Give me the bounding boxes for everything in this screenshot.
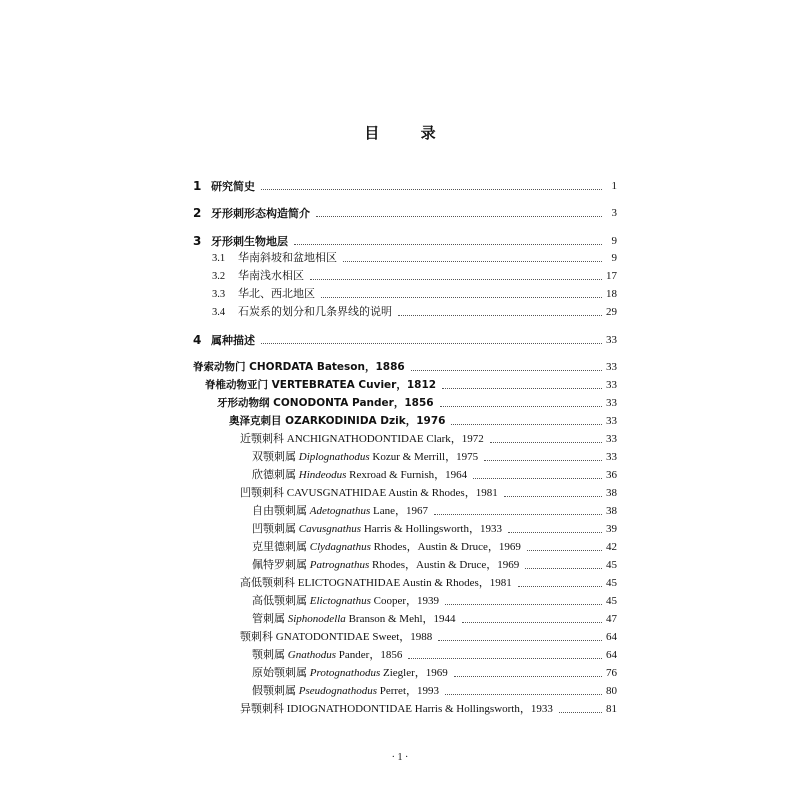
toc-entry-subphylum[interactable]	[205, 375, 617, 392]
entry-label: 属种描述	[211, 334, 255, 347]
genus-author: Ziegler，1969	[380, 667, 448, 679]
entry-page: 33	[606, 334, 617, 346]
dot-leader	[438, 639, 602, 641]
toc-entry-class[interactable]	[217, 393, 617, 410]
entry-label	[252, 523, 502, 536]
entry-number: 3	[193, 234, 202, 248]
genus-latin-name: Adetognathus	[309, 505, 371, 517]
genus-latin-name: Gnathodus	[287, 649, 337, 661]
toc-entry-genus[interactable]	[252, 465, 617, 482]
entry-page: 64	[606, 631, 617, 643]
toc-entry-genus[interactable]	[252, 645, 617, 662]
dot-leader	[440, 405, 602, 407]
entry-label: 华北、西北地区	[238, 288, 315, 300]
toc-entry-order[interactable]	[229, 411, 617, 428]
entry-label	[252, 469, 467, 482]
entry-label	[252, 613, 456, 626]
genus-chinese-name: 佩特罗刺属	[252, 559, 310, 571]
entry-label: 脊椎动物亚门 VERTEBRATEA Cuvier，1812	[205, 379, 437, 391]
entry-label: 牙形刺形态构造简介	[211, 207, 310, 220]
genus-author: Kozur & Merrill，1975	[369, 451, 479, 463]
entry-page: 42	[606, 541, 617, 553]
genus-latin-name: Siphonodella	[287, 613, 346, 625]
toc-entry-genus[interactable]	[252, 555, 617, 572]
toc-entry-genus[interactable]	[252, 591, 617, 608]
genus-latin-name: Cavusgnathus	[298, 523, 362, 535]
toc-entry-section[interactable]	[212, 248, 617, 265]
entry-label: 近颚刺科 ANCHIGNATHODONTIDAE Clark，1972	[240, 433, 484, 445]
entry-label: 研究简史	[211, 180, 255, 193]
genus-author: Branson & Mehl，1944	[345, 613, 456, 625]
entry-page: 33	[606, 415, 617, 427]
genus-latin-name: Diplognathodus	[298, 451, 370, 463]
genus-author: Rexroad & Furnish，1964	[346, 469, 468, 481]
entry-label: 牙形动物纲 CONODONTA Pander，1856	[217, 397, 434, 409]
toc-entry-genus[interactable]	[252, 681, 617, 698]
dot-leader	[442, 387, 602, 389]
entry-label: 脊索动物门 CHORDATA Bateson，1886	[193, 361, 405, 373]
entry-label: 石炭系的划分和几条界线的说明	[238, 306, 392, 318]
dot-leader	[525, 567, 602, 569]
genus-chinese-name: 原始颚刺属	[252, 667, 310, 679]
dot-leader	[451, 423, 602, 425]
genus-author: Lane，1967	[370, 505, 428, 517]
entry-page: 76	[606, 667, 617, 679]
entry-page: 18	[606, 288, 617, 300]
toc-entry-genus[interactable]	[252, 609, 617, 626]
toc-entry-genus[interactable]	[252, 663, 617, 680]
entry-number: 4	[193, 333, 202, 347]
genus-chinese-name: 自由颚刺属	[252, 505, 310, 517]
page-number: · 1 ·	[391, 752, 409, 763]
entry-label: 牙形刺生物地层	[211, 235, 288, 248]
entry-page: 33	[606, 379, 617, 391]
dot-leader	[473, 477, 602, 479]
entry-page: 45	[606, 559, 617, 571]
entry-label: 华南浅水相区	[238, 270, 304, 282]
dot-leader	[294, 243, 602, 245]
toc-entry-phylum[interactable]	[193, 357, 617, 374]
entry-page: 33	[606, 451, 617, 463]
entry-page: 9	[611, 252, 617, 264]
genus-latin-name: Patrognathus	[309, 559, 370, 571]
toc-entry-chapter[interactable]	[193, 330, 617, 347]
toc-entry-family[interactable]	[240, 573, 617, 590]
entry-number: 3.4	[212, 307, 226, 318]
toc-entry-genus[interactable]	[252, 537, 617, 554]
dot-leader	[408, 657, 602, 659]
genus-chinese-name: 颚刺属	[252, 649, 288, 661]
dot-leader	[411, 369, 602, 371]
entry-label: 凹颚刺科 CAVUSGNATHIDAE Austin & Rhodes，1981	[240, 487, 498, 499]
entry-label: 高低颚刺科 ELICTOGNATHIDAE Austin & Rhodes，1981	[240, 577, 512, 589]
entry-page: 33	[606, 433, 617, 445]
entry-number: 3.2	[212, 271, 226, 282]
entry-number: 3.3	[212, 289, 226, 300]
dot-leader	[343, 260, 602, 262]
toc-entry-family[interactable]	[240, 429, 617, 446]
entry-page: 64	[606, 649, 617, 661]
genus-author: Pander，1856	[336, 649, 403, 661]
dot-leader	[310, 278, 602, 280]
entry-number: 3.1	[212, 253, 226, 264]
dot-leader	[316, 215, 602, 217]
entry-label: 华南斜坡和盆地相区	[238, 252, 337, 264]
dot-leader	[261, 188, 602, 190]
entry-label	[252, 559, 519, 572]
toc-entry-section[interactable]	[212, 266, 617, 283]
entry-page: 3	[611, 207, 617, 219]
entry-page: 45	[606, 577, 617, 589]
entry-page: 33	[606, 397, 617, 409]
entry-page: 47	[606, 613, 617, 625]
dot-leader	[434, 513, 602, 515]
toc-entry-chapter[interactable]	[193, 203, 617, 220]
entry-label: 异颚刺科 IDIOGNATHODONTIDAE Harris & Hollingsworth，1933	[240, 703, 553, 715]
entry-number: 2	[193, 206, 202, 220]
toc-entry-family[interactable]	[240, 627, 617, 644]
entry-label	[252, 667, 448, 680]
toc-entry-family[interactable]	[240, 483, 617, 500]
entry-page: 33	[606, 361, 617, 373]
entry-page: 80	[606, 685, 617, 697]
dot-leader	[559, 711, 602, 713]
entry-page: 1	[611, 180, 617, 192]
toc-entry-chapter[interactable]	[193, 231, 617, 248]
genus-chinese-name: 克里德刺属	[252, 541, 310, 553]
genus-author: Perret，1993	[376, 685, 439, 697]
entry-page: 45	[606, 595, 617, 607]
entry-page: 29	[606, 306, 617, 318]
entry-page: 38	[606, 487, 617, 499]
dot-leader	[518, 585, 602, 587]
entry-label: 奥泽克刺目 OZARKODINIDA Dzik，1976	[229, 415, 446, 427]
toc-title: 目 录	[364, 124, 454, 142]
toc-entry-genus[interactable]	[252, 519, 617, 536]
toc-entry-genus[interactable]	[252, 501, 617, 518]
toc-entry-section[interactable]	[212, 284, 617, 301]
toc-entry-section[interactable]	[212, 302, 617, 319]
dot-leader	[462, 621, 602, 623]
toc-entry-family[interactable]	[240, 699, 617, 716]
entry-page: 81	[606, 703, 617, 715]
entry-label	[252, 541, 521, 554]
toc-entry-chapter[interactable]	[193, 176, 617, 193]
genus-chinese-name: 假颚刺属	[252, 685, 299, 697]
entry-number: 1	[193, 179, 202, 193]
genus-chinese-name: 高低颚刺属	[252, 595, 310, 607]
dot-leader	[445, 693, 602, 695]
entry-label	[252, 595, 439, 608]
genus-chinese-name: 管刺属	[252, 613, 288, 625]
entry-page: 17	[606, 270, 617, 282]
genus-author: Harris & Hollingsworth，1933	[361, 523, 502, 535]
genus-author: Cooper，1939	[370, 595, 439, 607]
genus-author: Rhodes，Austin & Druce，1969	[369, 559, 520, 571]
genus-latin-name: Elictognathus	[309, 595, 371, 607]
entry-label	[252, 685, 439, 698]
genus-chinese-name: 双颚刺属	[252, 451, 299, 463]
dot-leader	[527, 549, 602, 551]
genus-author: Rhodes，Austin & Druce，1969	[370, 541, 521, 553]
genus-latin-name: Pseudognathodus	[298, 685, 377, 697]
dot-leader	[508, 531, 602, 533]
genus-latin-name: Hindeodus	[298, 469, 347, 481]
genus-chinese-name: 欣德刺属	[252, 469, 299, 481]
entry-page: 39	[606, 523, 617, 535]
dot-leader	[321, 296, 602, 298]
dot-leader	[454, 675, 602, 677]
entry-page: 36	[606, 469, 617, 481]
dot-leader	[504, 495, 602, 497]
genus-latin-name: Protognathodus	[309, 667, 381, 679]
entry-page: 9	[611, 235, 617, 247]
entry-label	[252, 649, 402, 662]
entry-page: 38	[606, 505, 617, 517]
toc-entry-genus[interactable]	[252, 447, 617, 464]
entry-label	[252, 451, 478, 464]
dot-leader	[398, 314, 602, 316]
genus-chinese-name: 凹颚刺属	[252, 523, 299, 535]
dot-leader	[490, 441, 602, 443]
genus-latin-name: Clydagnathus	[309, 541, 371, 553]
dot-leader	[484, 459, 602, 461]
entry-label: 颚刺科 GNATODONTIDAE Sweet，1988	[240, 631, 433, 643]
entry-label	[252, 505, 428, 518]
dot-leader	[261, 342, 602, 344]
dot-leader	[445, 603, 602, 605]
